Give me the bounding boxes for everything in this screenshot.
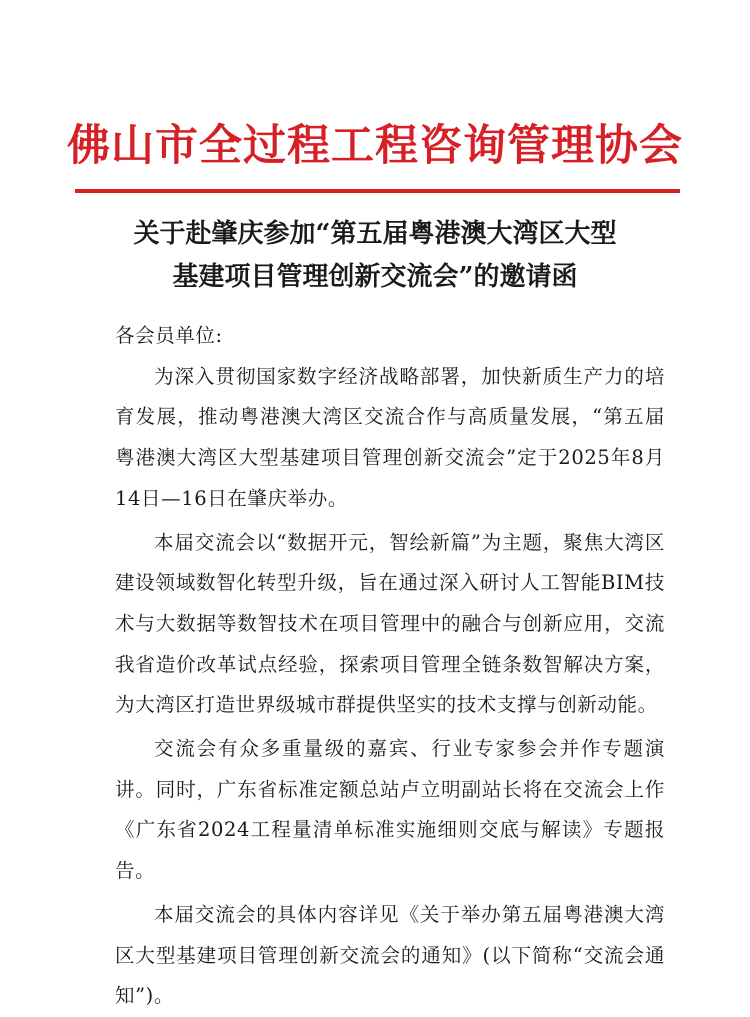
red-divider-line [75,189,680,193]
paragraph-1: 为深入贯彻国家数字经济战略部署，加快新质生产力的培育发展，推动粤港澳大湾区交流合作与高质量发展，“第五届粤港澳大湾区大型基建项目管理创新交流会”定于2025年8月14日—16日在肇庆举办。 [115,364,665,510]
letter-body [115,316,665,1017]
paragraph-2: 本届交流会以“数据开元，智绘新篇”为主题，聚焦大湾区建设领域数智化转型升级，旨在通过深入研讨人工智能BIM技术与大数据等数智技术在项目管理中的融合与创新应用，交流我省造价改革试点经验，探索项目管理全链条数智解决方案，为大湾区打造世界级城市群提供坚实的技术支撑与创新动能。 [115,530,665,717]
organization-name: 佛山市全过程工程咨询管理协会 [67,121,683,171]
paragraph-4: 本届交流会的具体内容详见《关于举办第五届粤港澳大湾区大型基建项目管理创新交流会的通知》(以下简称“交流会通知”)。 [115,902,665,1008]
salutation: 各会员单位: [115,324,223,347]
paragraph-3: 交流会有众多重量级的嘉宾、行业专家参会并作专题演讲。同时，广东省标准定额总站卢立明副站长将在交流会上作《广东省2024工程量清单标准实施细则交底与解读》专题报告。 [115,737,665,883]
title-line-1: 关于赴肇庆参加“第五届粤港澳大湾区大型 [133,219,617,249]
document-title [70,213,680,299]
title-line-2: 基建项目管理创新交流会”的邀请函 [172,262,578,292]
